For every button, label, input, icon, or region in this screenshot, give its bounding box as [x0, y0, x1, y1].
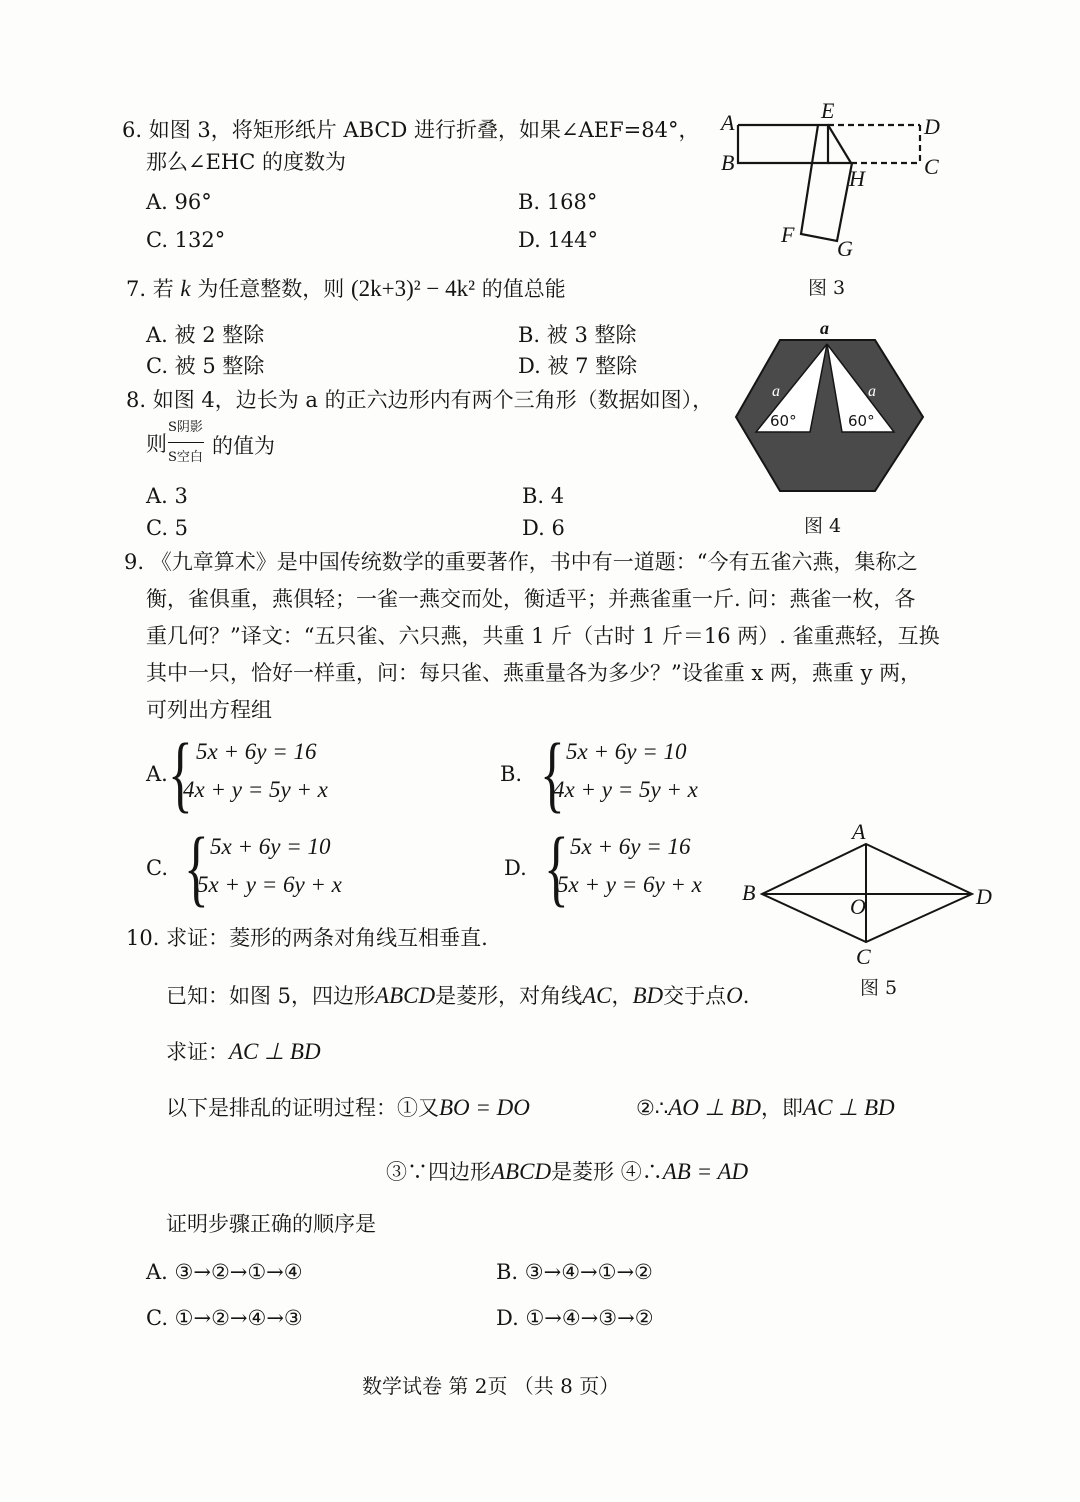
q6-option-d: D. 144°: [518, 228, 599, 252]
q10-steps-line2: [386, 1158, 748, 1186]
q7-stem-suffix: 的值总能: [481, 277, 566, 301]
q10-given-prefix: 已知：如图 5，四边形: [166, 984, 376, 1008]
q10-stem: 10. 求证：菱形的两条对角线互相垂直.: [126, 926, 488, 950]
q10-step2-prefix: ②∴: [636, 1096, 669, 1120]
fig3-label-f: F: [781, 222, 795, 247]
q10-step4-expr: AB = AD: [662, 1159, 749, 1184]
q7-option-c: C. 被 5 整除: [146, 354, 265, 378]
q9-option-c-eq2: 5x + y = 6y + x: [197, 872, 342, 897]
q10-given-comma: ，: [611, 984, 633, 1008]
fig3-label-b: B: [721, 150, 735, 175]
q10-step2-expr2: AC ⊥ BD: [803, 1095, 895, 1120]
q10-step3-prefix: ③∵四边形: [386, 1160, 491, 1184]
q8-option-b: B. 4: [522, 484, 565, 508]
figure-4: [730, 314, 930, 542]
q6-option-b: B. 168°: [518, 190, 598, 214]
q9-option-a-label: A.: [146, 762, 168, 786]
q9-option-c-label: C.: [146, 856, 168, 880]
figure-3: [715, 96, 955, 306]
q9-option-c-eq1: 5x + 6y = 10: [210, 834, 331, 859]
q10-step1-prefix: 以下是排乱的证明过程：①又: [166, 1096, 439, 1120]
q10-given-bd: BD: [632, 983, 664, 1008]
q6-option-a: A. 96°: [146, 190, 212, 214]
q7-var-k: k: [180, 276, 191, 301]
q9-line4: 其中一只，恰好一样重，问：每只雀、燕重量各为多少？”设雀重 x 两，燕重 y 两，: [146, 661, 922, 685]
q10-prove: [166, 1038, 321, 1066]
q10-option-c: C. ①→②→④→③: [146, 1306, 303, 1330]
fig3-label-h: H: [849, 166, 865, 191]
q10-given-suffix: 交于点: [663, 984, 727, 1008]
q7-option-d: D. 被 7 整除: [518, 354, 638, 378]
q9-option-d-eq1: 5x + 6y = 16: [570, 834, 691, 859]
q8-stem-line1: 8. 如图 4，边长为 a 的正六边形内有两个三角形（数据如图），: [126, 388, 714, 412]
q10-prove-label: 求证：: [166, 1040, 229, 1064]
q8-then: 则: [146, 432, 167, 456]
q7-option-a: A. 被 2 整除: [146, 323, 265, 347]
q9-line2: 衡，雀俱重，燕俱轻；一雀一燕交而处，衡适平；并燕雀重一斤. 问：燕雀一枚，各: [146, 587, 916, 611]
q10-step2: [636, 1094, 895, 1122]
q9-option-c-brace: {: [184, 819, 209, 915]
q9-option-b-eq2: 4x + y = 5y + x: [553, 777, 698, 802]
fig5-label-o: O: [850, 894, 866, 919]
q9-option-d-eq2: 5x + y = 6y + x: [557, 872, 702, 897]
q9-option-b-eq1: 5x + 6y = 10: [566, 739, 687, 764]
fig3-label-a: A: [721, 110, 735, 135]
q7-option-b: B. 被 3 整除: [518, 323, 637, 347]
q9-option-b-label: B.: [500, 762, 523, 786]
fig5-label-d: D: [976, 884, 992, 909]
q9-line5: 可列出方程组: [146, 698, 272, 722]
q8-option-a: A. 3: [146, 484, 188, 508]
q9-option-d-brace: {: [544, 819, 569, 915]
q9-line3: 重几何？”译文：“五只雀、六只燕，共重 1 斤（古时 1 斤＝16 两）. 雀重燕轻，互换: [146, 624, 940, 648]
q6-stem-line1: 6. 如图 3，将矩形纸片 ABCD 进行折叠，如果∠AEF=84°，: [122, 118, 700, 142]
q9-option-a-brace: {: [168, 725, 193, 821]
fig5-caption: 图 5: [860, 977, 898, 999]
figure-5: [738, 818, 1000, 1002]
q9-option-a-eq2: 4x + y = 5y + x: [183, 777, 328, 802]
q10-step2-expr: AO ⊥ BD: [668, 1095, 762, 1120]
q10-given-ac: AC: [582, 983, 612, 1008]
q7-stem-mid: 为任意整数，则: [197, 277, 345, 301]
q10-given: [166, 982, 749, 1010]
q10-order-question: 证明步骤正确的顺序是: [166, 1212, 376, 1236]
fig3-label-e: E: [821, 98, 835, 123]
q10-given-end: .: [742, 984, 750, 1008]
q10-steps-line1: [166, 1094, 530, 1122]
fig5-label-b: B: [742, 880, 756, 905]
q10-given-o: O: [726, 983, 743, 1008]
q6-stem-line2: 那么∠EHC 的度数为: [146, 150, 346, 174]
q8-option-c: C. 5: [146, 516, 189, 540]
q8-option-d: D. 6: [522, 516, 565, 540]
q6-option-c: C. 132°: [146, 228, 226, 252]
fig3-folded-strip: [801, 125, 852, 241]
q9-option-b-brace: {: [540, 725, 565, 821]
q10-given-mid: 是菱形，对角线: [435, 984, 583, 1008]
fig4-label-a-left: a: [772, 383, 780, 400]
fig4-angle-right: 60°: [848, 412, 875, 430]
q8-denominator: S空白: [168, 450, 203, 465]
q10-option-d: D. ①→④→③→②: [496, 1306, 654, 1330]
fig4-caption: 图 4: [804, 515, 842, 537]
fig3-crease-eh: [828, 125, 851, 163]
q10-option-a: A. ③→②→①→④: [146, 1260, 303, 1284]
fig5-label-c: C: [856, 944, 871, 969]
fig3-label-d: D: [924, 114, 940, 139]
q10-given-abcd: ABCD: [375, 983, 436, 1008]
q8-numerator: S阴影: [168, 420, 203, 435]
q7-stem: [126, 275, 566, 303]
fig3-caption: 图 3: [808, 277, 846, 299]
page-footer: 数学试卷 第 2页 （共 8 页）: [362, 1374, 620, 1398]
fig5-label-a: A: [852, 819, 866, 844]
q9-option-a-eq1: 5x + 6y = 16: [196, 739, 317, 764]
q7-expression: (2k+3)² − 4k²: [351, 276, 476, 301]
q10-step1-expr: BO = DO: [439, 1095, 530, 1120]
q10-step2-mid: ，即: [761, 1096, 804, 1120]
fig3-label-c: C: [924, 154, 939, 179]
q10-step3-suffix: 是菱形 ④∴: [551, 1160, 663, 1184]
q10-option-b: B. ③→④→①→②: [496, 1260, 653, 1284]
q9-line1: 9. 《九章算术》是中国传统数学的重要著作，书中有一道题：“今有五雀六燕，集称之: [124, 550, 918, 574]
q10-step3-abcd: ABCD: [491, 1159, 552, 1184]
q7-stem-prefix: 7. 若: [126, 277, 174, 301]
fig3-label-g: G: [837, 236, 853, 261]
q9-option-d-label: D.: [504, 856, 527, 880]
q8-suffix: 的值为: [212, 434, 275, 458]
q10-prove-expr: AC ⊥ BD: [229, 1039, 321, 1064]
fig4-label-a-right: a: [868, 383, 876, 400]
fig4-label-a-top: a: [820, 318, 829, 338]
q8-fraction-bar: [168, 442, 204, 443]
fig4-angle-left: 60°: [770, 412, 797, 430]
